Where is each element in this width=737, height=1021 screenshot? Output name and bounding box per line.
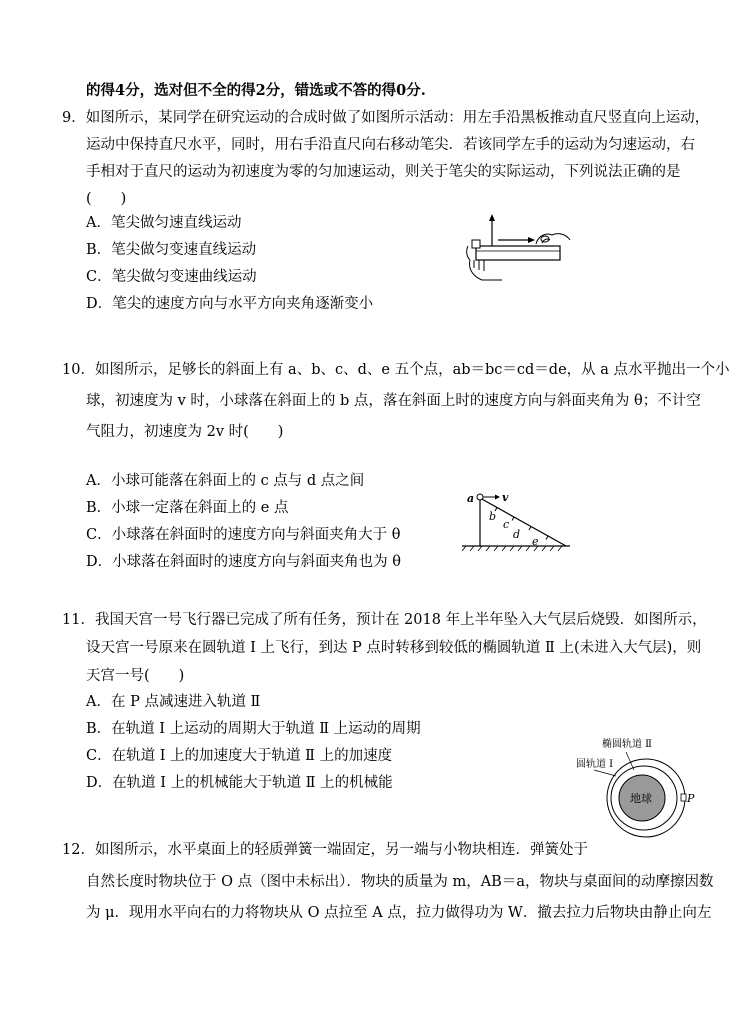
q10-option-a: A．小球可能落在斜面上的 c 点与 d 点之间 — [86, 473, 365, 489]
q11-option-b: B．在轨道 Ⅰ 上运动的周期大于轨道 Ⅱ 上运动的周期 — [86, 721, 421, 737]
q10-incline-figure — [460, 488, 572, 552]
q10-option-b: B．小球一定落在斜面上的 e 点 — [86, 500, 289, 516]
label-a: a — [467, 492, 475, 505]
q11-stem-line: 11．我国天宫一号飞行器已完成了所有任务，预计在 2018 年上半年坠入大气层后烧毁．如图所示， — [62, 612, 707, 628]
q9-option-d: D．笔尖的速度方向与水平方向夹角逐渐变小 — [86, 296, 374, 312]
q9-option-a: A．笔尖做匀速直线运动 — [86, 215, 242, 231]
q9-stem-line: 运动中保持直尺水平，同时，用右手沿直尺向右移动笔尖．若该同学左手的运动为匀速运动，右 — [86, 137, 695, 153]
circle-orbit-label: 圆轨道 Ⅰ — [576, 759, 614, 770]
q9-ruler-figure — [462, 210, 580, 282]
q11-option-c: C．在轨道 Ⅰ 上的加速度大于轨道 Ⅱ 上的加速度 — [86, 748, 393, 764]
q10-option-d: D．小球落在斜面时的速度方向与斜面夹角也为 θ — [86, 554, 401, 570]
q10-stem-line: 气阻力，初速度为 2v 时( ) — [86, 424, 284, 440]
q12-stem-line: 自然长度时物块位于 O 点（图中未标出）．物块的质量为 m，AB＝a，物块与桌面间的动摩擦因数 — [86, 874, 714, 890]
q11-option-d: D．在轨道 Ⅰ 上的机械能大于轨道 Ⅱ 上的机械能 — [86, 775, 393, 791]
q11-option-a: A．在 P 点减速进入轨道 Ⅱ — [86, 694, 261, 710]
q12-stem-line: 12．如图所示，水平桌面上的轻质弹簧一端固定，另一端与小物块相连．弹簧处于 — [62, 842, 588, 858]
label-b: b — [489, 510, 497, 523]
scoring-rule-line: 的得4分，选对但不全的得2分，错选或不答的得0分. — [86, 82, 426, 99]
q9-stem-line: 手相对于直尺的运动为初速度为零的匀加速运动，则关于笔尖的实际运动，下列说法正确的是 — [86, 164, 681, 180]
q9-option-c: C．笔尖做匀变速曲线运动 — [86, 269, 257, 285]
ellipse-orbit-label: 椭圆轨道 Ⅱ — [602, 739, 652, 750]
q10-stem-line: 球，初速度为 v 时，小球落在斜面上的 b 点，落在斜面上时的速度方向与斜面夹角为 θ；不计空 — [86, 393, 701, 409]
label-e: e — [532, 535, 539, 548]
label-v: v — [502, 491, 509, 504]
q9-stem-line: 9．如图所示，某同学在研究运动的合成时做了如图所示活动：用左手沿黑板推动直尺竖直向上运动， — [62, 110, 710, 126]
q11-stem-line: 设天宫一号原来在圆轨道 Ⅰ 上飞行，到达 P 点时转移到较低的椭圆轨道 Ⅱ 上(未进入大气层)，则 — [86, 640, 702, 656]
q11-stem-line: 天宫一号( ) — [86, 668, 185, 684]
q9-option-b: B．笔尖做匀变速直线运动 — [86, 242, 257, 258]
label-d: d — [513, 528, 521, 541]
label-c: c — [503, 518, 510, 531]
q10-option-c: C．小球落在斜面时的速度方向与斜面夹角大于 θ — [86, 527, 401, 543]
q12-stem-line: 为 μ．现用水平向右的力将物块从 O 点拉至 A 点，拉力做得功为 W．撤去拉力后物块由静止向左 — [86, 905, 712, 921]
point-p-label: P — [687, 792, 695, 805]
earth-label: 地球 — [630, 792, 652, 805]
q9-answer-blank: ( ) — [86, 191, 127, 207]
q11-orbit-figure — [572, 736, 702, 848]
q10-stem-line: 10．如图所示，足够长的斜面上有 a、b、c、d、e 五个点，ab＝bc＝cd＝de，从 a 点水平抛出一个小 — [62, 362, 730, 378]
